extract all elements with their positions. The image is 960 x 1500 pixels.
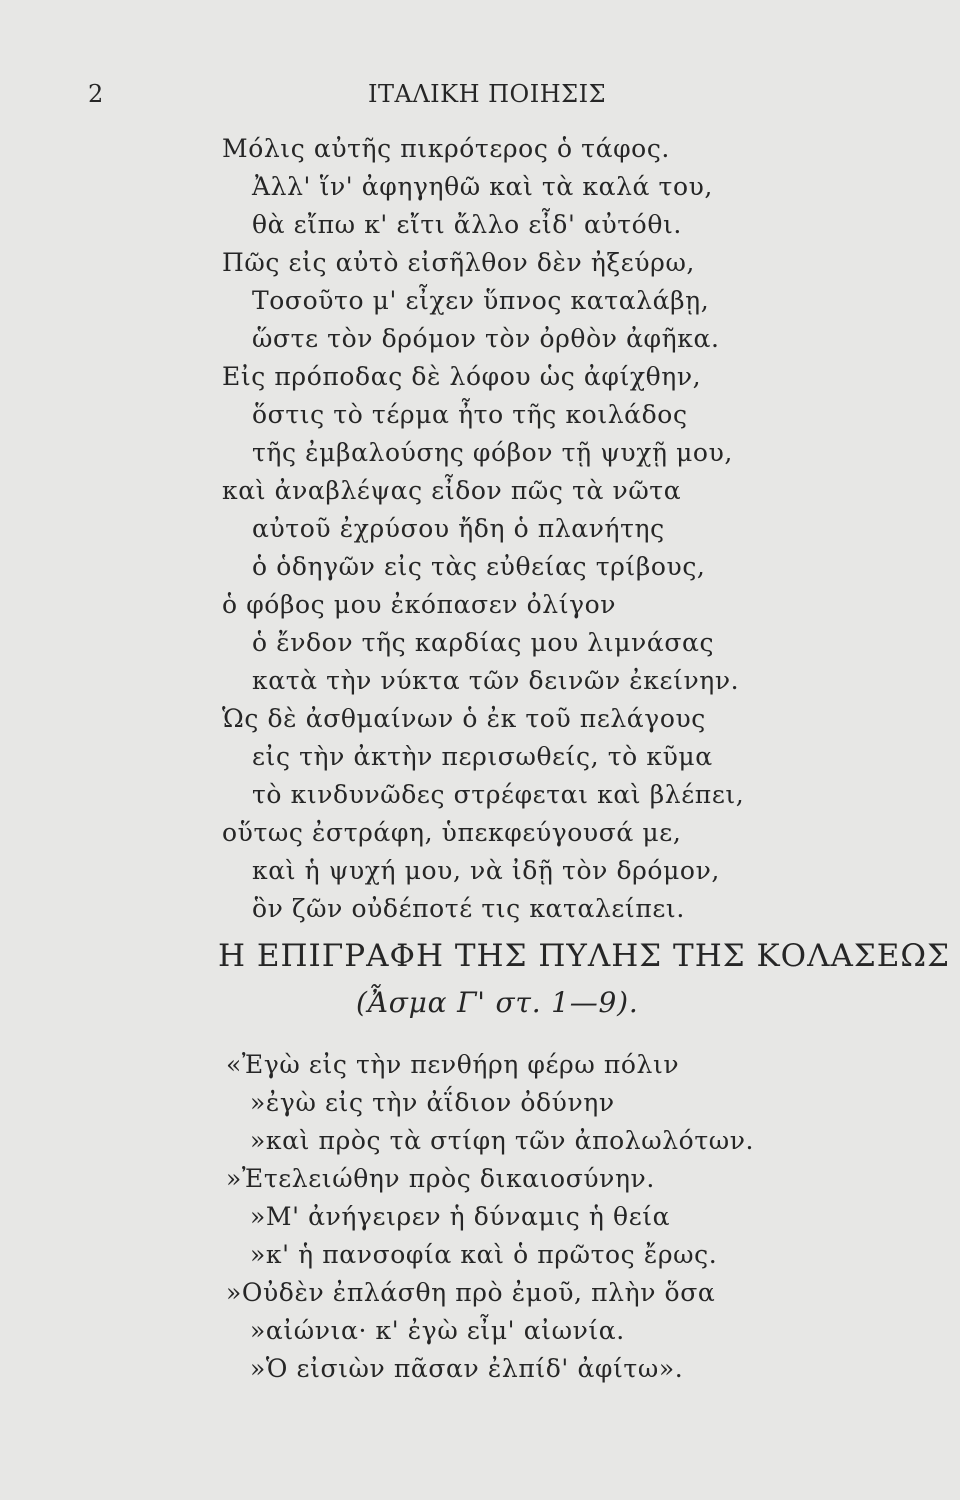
poem-line: κατὰ τὴν νύκτα τῶν δεινῶν ἐκείνην. xyxy=(252,666,740,695)
inscription-line: »Ἐτελειώθην πρὸς δικαιοσύνην. xyxy=(226,1164,655,1193)
poem-line: θὰ εἴπω κ' εἴτι ἄλλο εἶδ' αὐτόθι. xyxy=(252,210,682,239)
poem-line: καὶ ἡ ψυχή μου, νὰ ἰδῇ τὸν δρόμον, xyxy=(252,856,720,885)
poem-line: ὁ ἔνδον τῆς καρδίας μου λιμνάσας xyxy=(252,628,715,657)
inscription-line: »Μ' ἀνήγειρεν ἡ δύναμις ἡ θεία xyxy=(250,1202,671,1231)
poem-line: ὃν ζῶν οὐδέποτέ τις καταλείπει. xyxy=(252,894,685,923)
poem-line: Εἰς πρόποδας δὲ λόφου ὡς ἀφίχθην, xyxy=(222,362,702,391)
inscription-line: »αἰώνια· κ' ἐγὼ εἶμ' αἰωνία. xyxy=(250,1316,625,1345)
poem-line: οὕτως ἐστράφη, ὑπεκφεύγουσά με, xyxy=(222,818,682,847)
running-title: ΙΤΑΛΙΚΗ ΠΟΙΗΣΙΣ xyxy=(368,80,607,108)
poem-line: τὸ κινδυνῶδες στρέφεται καὶ βλέπει, xyxy=(252,780,745,809)
poem-line: Μόλις αὐτῆς πικρότερος ὁ τάφος. xyxy=(222,134,670,163)
poem-line: Πῶς εἰς αὐτὸ εἰσῆλθον δὲν ἠξεύρω, xyxy=(222,248,695,277)
inscription-line: »Οὐδὲν ἐπλάσθη πρὸ ἐμοῦ, πλὴν ὅσα xyxy=(226,1278,716,1307)
inscription-line: «Ἐγὼ εἰς τὴν πενθήρη φέρω πόλιν xyxy=(226,1050,680,1079)
page-number: 2 xyxy=(88,80,104,108)
poem-line: ὥστε τὸν δρόμον τὸν ὀρθὸν ἀφῆκα. xyxy=(252,324,720,353)
poem-line: Ὡς δὲ ἀσθμαίνων ὁ ἐκ τοῦ πελάγους xyxy=(222,704,706,733)
poem-line: εἰς τὴν ἀκτὴν περισωθείς, τὸ κῦμα xyxy=(252,742,713,771)
poem-line: Τοσοῦτο μ' εἶχεν ὕπνος καταλάβῃ, xyxy=(252,286,710,315)
poem-line: αὐτοῦ ἐχρύσου ἤδη ὁ πλανήτης xyxy=(252,514,665,543)
inscription-line: »κ' ἡ πανσοφία καὶ ὁ πρῶτος ἔρως. xyxy=(250,1240,718,1269)
inscription-line: »καὶ πρὸς τὰ στίφη τῶν ἀπολωλότων. xyxy=(250,1126,755,1155)
inscription-line: »ἐγὼ εἰς τὴν ἀΐδιον ὀδύνην xyxy=(250,1088,615,1117)
poem-line: ὅστις τὸ τέρμα ἦτο τῆς κοιλάδος xyxy=(252,400,688,429)
section-title: Η ΕΠΙΓΡΑΦΗ ΤΗΣ ΠΥΛΗΣ ΤΗΣ ΚΟΛΑΣΕΩΣ xyxy=(218,938,951,974)
poem-line: καὶ ἀναβλέψας εἶδον πῶς τὰ νῶτα xyxy=(222,476,682,505)
poem-line: Ἀλλ' ἵν' ἀφηγηθῶ καὶ τὰ καλά του, xyxy=(252,172,713,201)
section-subtitle: (Ἆσμα Γ' στ. 1—9). xyxy=(356,986,639,1019)
poem-line: ὁ φόβος μου ἐκόπασεν ὀλίγον xyxy=(222,590,617,619)
poem-line: ὁ ὁδηγῶν εἰς τὰς εὐθείας τρίβους, xyxy=(252,552,706,581)
poem-line: τῆς ἐμβαλούσης φόβον τῇ ψυχῇ μου, xyxy=(252,438,733,467)
inscription-line: »Ὁ εἰσιὼν πᾶσαν ἐλπίδ' ἀφίτω». xyxy=(250,1354,684,1383)
